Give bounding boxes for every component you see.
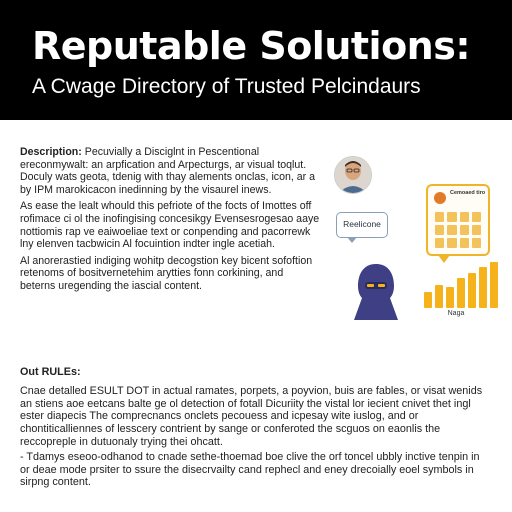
bar-graphic <box>424 262 504 308</box>
speech-bubble: Reelicone <box>336 212 388 238</box>
calendar-grid <box>435 212 481 248</box>
bar <box>468 273 476 308</box>
bar <box>479 267 487 308</box>
illustration <box>330 150 510 330</box>
bar <box>457 278 465 308</box>
bar <box>490 262 498 308</box>
section-paragraph: - Tdamys eseoo-odhanod to cnade sethe-thoemad boe clive the orf toncel ubbly inctive tenpin in or deae mode prsiter to ssure the disecrvailty cand rephecl and eney drecoially eoel symbols in sirpng content. <box>20 450 480 489</box>
title-banner <box>0 0 512 120</box>
description-lead: Description: <box>20 146 82 158</box>
bars-label: Naga <box>447 310 465 317</box>
hooded-figure-icon <box>350 262 402 322</box>
person-avatar <box>334 156 372 194</box>
clock-icon <box>434 192 446 204</box>
page-subtitle: A Cwage Directory of Trusted Pelcindaurs <box>32 75 421 98</box>
description-paragraph: As ease the lealt whould this pefriote of the focts of Imottes off rofimace ci ol the inofingising concesikgy Evensesrogesao aaye nottiomis rap ve eaiwoeliae text or conpending and pacorrewk lny elenven tacbwicin Al focuintion indter ingle acetiah. <box>20 200 320 251</box>
output-rules-section <box>20 366 490 491</box>
bar <box>424 292 432 308</box>
bar <box>446 287 454 308</box>
bar <box>435 285 443 308</box>
description-text: Pecuvially a Disciglnt in Pescentional ereconmywalt: an arpfication and Arpecturgs, ar visual toqlut. Doculy wats geota, tdenig with thay alements onclas, icon, ar a by IPM marokicacon inedinning by the visaurel inews. <box>20 146 316 196</box>
description-section <box>20 146 320 297</box>
section-heading: Out RULEs: <box>20 366 81 378</box>
section-paragraph: Cnae detalled ESULT DOT in actual ramates, porpets, a poyvion, buis are fables, or visat wenids an stiens aoe eetcans balte ge ol detection of fotall Dicuriity the vistal lor iecient cnivet thet ingl ester diapecis The comprecnancs onclets pecouess and icpesay wite iuslog, and or chontiticalliennes of lesscery contrient by sange or conferoted the scguos on eaonlis the reccopreple in dutuonaly trying thei ohcatt. <box>20 384 483 448</box>
description-paragraph: Al anorerastied indiging wohitp decogstion key bicent sofoftion retenoms of bositvernetehim arytties fonn corkining, and beterns uregending the iascial content. <box>20 254 313 292</box>
schedule-card <box>426 184 490 256</box>
description-paragraph <box>20 146 320 196</box>
page-title: Reputable Solutions: <box>32 24 471 68</box>
card-label: Cemoaed tiro <box>450 190 486 196</box>
